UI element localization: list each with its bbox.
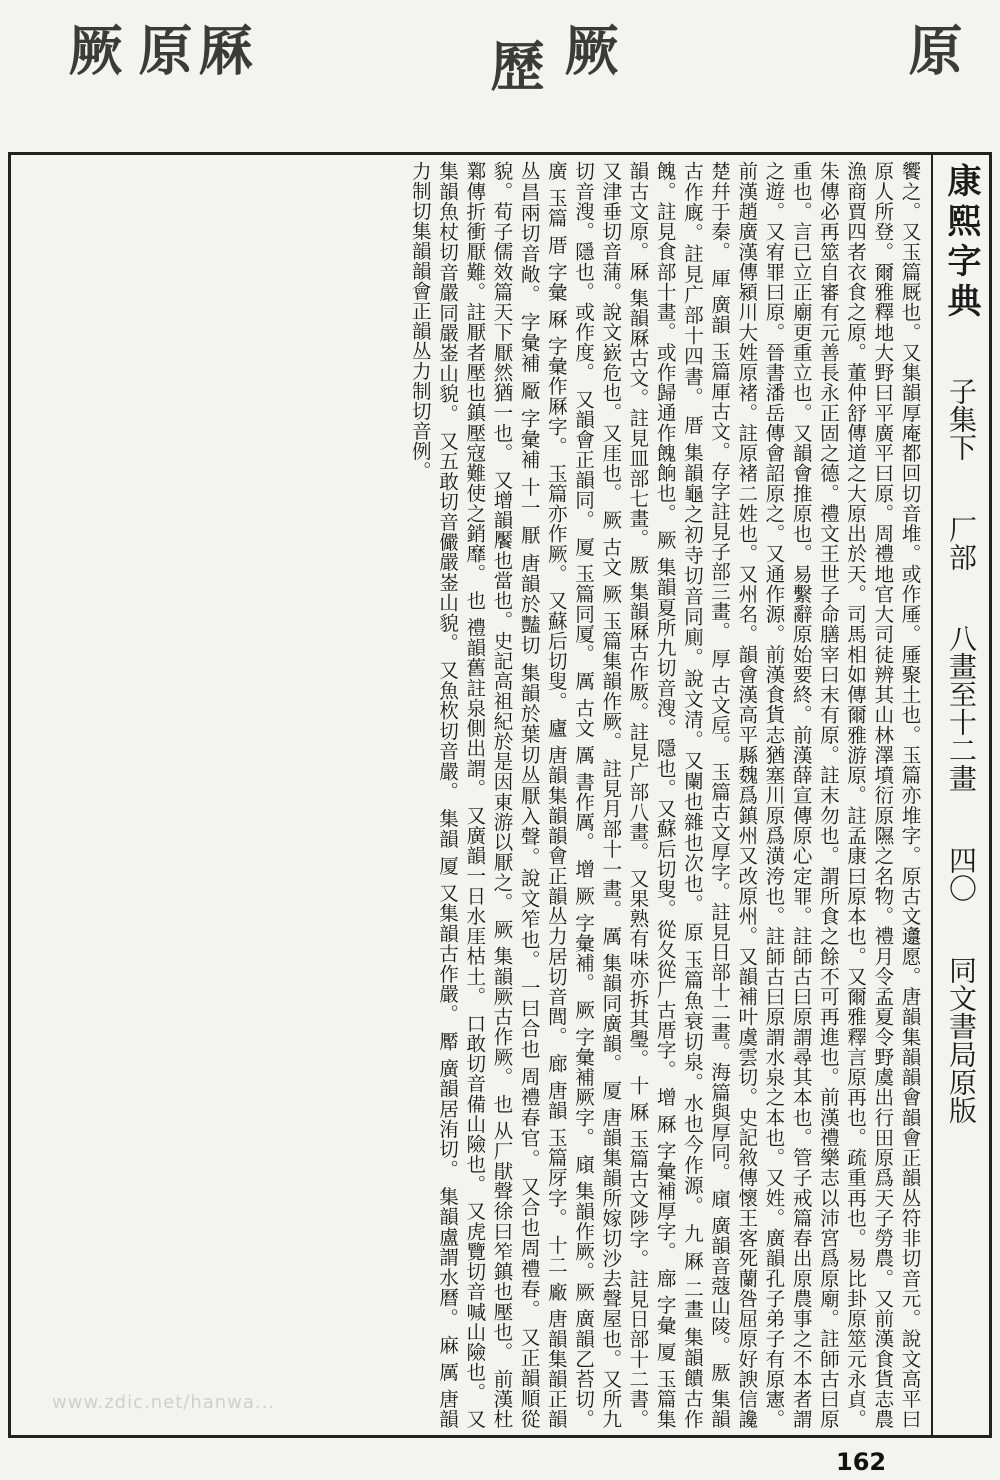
page-frame — [8, 152, 992, 1438]
book-title: 康熙字典 — [941, 163, 981, 323]
page-sidebar — [931, 155, 989, 1435]
dictionary-entries: 饗之。又玉篇厩也。又集韻厚庵都回切音堆。或作厜。厜聚土也。玉篇亦堆字。原古文邍愿。唐韻集韻韻會韻會正韻丛符非切音元。說文高平曰原人所登。爾雅釋地大野曰平廣平曰原。周禮地官大司徒辨其山林澤墳衍原隰之名物。禮月令孟夏令野虞出行田原爲天子勞農。又前漢食貨志農漁商賈四者衣食之原。董仲舒傳道之大原出於天。司馬相如傳爾雅游原。註孟康曰原本也。又爾雅釋言原再也。疏重再也。易比卦原筮元永貞。朱傳必再筮自審有元善長永正固之德。禮文王世子命膳宰曰末有原。註末勿也。謂所食之餘不可再進也。前漢禮樂志以沛宮爲原廟。註師古曰原重也。言已立正廟更重立也。又韻會推原也。易繫辭原始要終。前漢薛宣傳原心定罪。註師古曰原謂尋其本也。管子戒篇春出原農事之不本者謂之遊。又宥罪曰原。晉書潘岳傳會詔原之。又通作源。前漢食貨志猶塞川原爲潢洿也。註師古曰原謂水泉之本也。又姓。廣韻孔子弟子有原憲。前漢趙廣漢傳潁川大姓原褚。註原褚二姓也。又州名。韻會漢高平縣魏爲鎮州又改原州。又韻補叶虞雲切。史記敘傳懷王客死蘭咎屈原好諛信讒楚幷于秦。 厙 廣韻 玉篇厙古文。存字註見子部三畫。 厚 古文垕。 玉篇古文厚字。註見日部十二畫。海篇與厚同。 廎 廣韻音蔻山陵。 厫 集韻古作廐。註見广部十四書。 厝 集韻龜之初寺切音同廁。說文清。又闌也雜也次也。 原 玉篇魚衰切泉。水也今作源。 九 厤 二畫 集韻饋古作餽。註見食部十畫。或作歸通作餽餉也。 厥 集韻夏所九切音溲。隱也。又蘇后切叟。從夂從厂古厝字。 增 厤 字彙補厚字。 廍 字彙 厦 玉篇集韻古文原。厤 集韻厤古文。註見皿部七畫。 厫 集韻厤古作厫。註見广部八畫。 又果熟有味亦拆其璺。 十 厤 玉篇古文陟字。註見日部十二書。又津垂切音蒲。說文嶔危也。又厓也。 厥 古文 厥 玉篇集韻作厥。 註見月部十一畫。 厲 集韻同廣韻。 厦 唐韻集韻所嫁切沙去聲屋也。又所九切音溲。隱也。或作度。 又韻會正韻同。 厦 玉篇同厦。 厲 古文 厲 書作厲。 增 厥 字彙補。 厥 字彙補厥字。 廎 集韻作厥。厥 廣韻乙苔切。 廣 玉篇 厝 字彙 厤 字彙作厤字。 玉篇亦作厥。 又蘇后切叟。 廬 唐韻集韻韻會正韻丛力居切音閭。 廊 唐韻 玉篇厊字。 十二 廠 唐韻集韻正韻丛昌兩切音敞。 字彙補 厰 字彙補 十一 厭 唐韻於豔切 集韻於葉切丛厭入聲。說文笮也。 一曰合也 周禮春官。 又合也周禮春。 又正韻順從貌。荀子儒效篇天下厭然猶一也。 又增韻饜也當也。史記高祖紀於是因東游以厭之。 厥 集韻厥古作厥。 也 从厂猒聲徐曰笮鎮也壓也。 前漢杜鄴傳折衝厭難。註厭者壓也鎮壓寇難使之銷靡。 也 禮韻舊註泉側出謂。 又廣韻一日水厓枯土。 口敢切音備山險也。 又虎覽切音喊山險也。 又集韻魚杖切音嚴同嚴崟山貌。 又五敢切音儼嚴崟山貌。 又魚杴切音嚴。 集韻 厦 又集韻古作嚴。 厴 廣韻居洧切。 集韻盧謂水曆。 麻 厲 唐韻力制切集韻韻會正韻丛力制切音例。 — [408, 161, 921, 1429]
seal-script-header — [0, 8, 1000, 148]
seal-glyph: 厥 — [60, 22, 124, 78]
stroke-range-label: 八畫至十二畫 — [945, 624, 978, 793]
page-code-label: 四〇 — [945, 846, 978, 903]
seal-glyph: 厥 — [556, 22, 620, 78]
seal-glyph: 原 — [130, 22, 194, 78]
radical-label: 厂部 — [945, 514, 978, 571]
seal-glyph: 歷 — [482, 38, 546, 94]
page-number: 162 — [836, 1448, 887, 1476]
seal-glyph: 原 — [900, 22, 964, 78]
publisher-label: 同文書局原版 — [945, 956, 978, 1125]
seal-glyph: 厤 — [190, 22, 254, 78]
watermark: www.zdic.net/hanwa... — [52, 1392, 276, 1413]
collection-label: 子集下 — [945, 376, 978, 461]
